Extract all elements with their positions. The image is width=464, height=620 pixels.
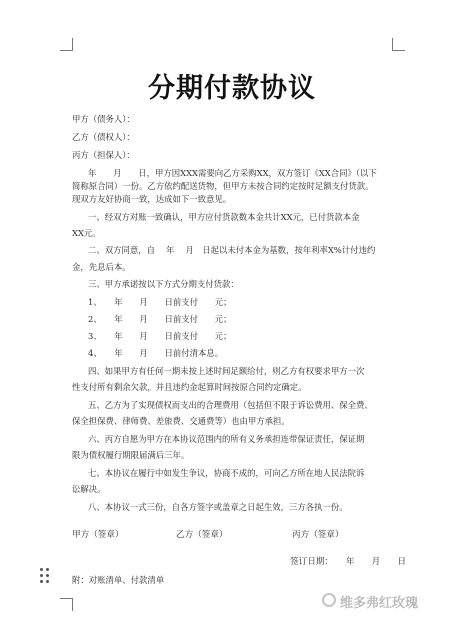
watermark-text: 维多弗红玫瑰: [340, 596, 419, 611]
signature-party-b: 乙方（签章）: [176, 530, 228, 540]
crop-mark-top-right: [392, 38, 405, 51]
clause-3: 三、甲方承诺按以下方式分期支付货款：: [88, 279, 239, 289]
signature-party-c: 丙方（签章）: [292, 530, 344, 540]
clause-7-line-1: 七、本协议在履行中如发生争议，协商不成的，可向乙方所在地人民法院诉: [88, 468, 365, 478]
party-c-line: 丙方（担保人）：: [72, 150, 135, 160]
clause-4-line-1: 四、如果甲方有任何一期未按上述时间足额给付，则乙方有权要求甲方一次: [88, 366, 365, 376]
crop-mark-top-left: [60, 38, 73, 51]
clause-8: 八、本协议一式三份，自各方签字或盖章之日起生效，三方各执一份。: [88, 502, 348, 512]
sign-date: 签订日期： 年 月 日: [290, 557, 407, 567]
clause-1-line-1: 一、经双方对账一致确认，甲方应付货款数本金共计XX元，已付货款本金: [88, 212, 360, 222]
clause-7-line-2: 讼解决。: [72, 484, 106, 494]
party-a-line: 甲方（债务人）：: [72, 114, 135, 124]
attachment-note: 附：对账清单、付款清单: [72, 575, 165, 585]
drag-handle-icon[interactable]: [40, 568, 50, 584]
signature-party-a: 甲方（签章）: [72, 530, 124, 540]
installment-3: 3、 年 月 日前支付 元；: [88, 331, 232, 341]
installment-4: 4、 年 月 日前付清本息。: [88, 348, 224, 358]
document-title: 分期付款协议: [148, 73, 316, 104]
intro-line-2: 简称原合同）一份。乙方依约配送货物，但甲方未按合同约定按时足额支付货款。: [72, 181, 374, 191]
intro-line-1: 年 月 日，甲方因XXX需要向乙方采购XX，双方签订《XX合同》（以下: [88, 168, 377, 178]
clause-6-line-1: 六、丙方自愿为甲方在本协议范围内的所有义务承担连带保证责任，保证期: [88, 434, 365, 444]
clause-6-line-2: 限为债权履行期限届满后三年。: [72, 450, 190, 460]
watermark-logo-icon: [322, 593, 336, 607]
clause-4-line-2: 性支付所有剩余欠款，并且违约金起算时间按原合同约定确定。: [72, 382, 307, 392]
intro-line-3: 现双方友好协商一致，达成如下一致意见。: [72, 194, 232, 204]
crop-mark-bottom-left: [60, 598, 73, 611]
clause-2-line-1: 二、双方同意，自 年 月 日起以未付本金为基数，按年利率X%计付违约: [88, 245, 376, 255]
installment-1: 1、 年 月 日前支付 元；: [88, 297, 232, 307]
clause-2-line-2: 金，先息后本。: [72, 262, 131, 272]
clause-5-line-2: 保全担保费、律师费、差旅费、交通费等）也由甲方承担。: [72, 416, 290, 426]
installment-2: 2、 年 月 日前支付 元；: [88, 314, 232, 324]
clause-5-line-1: 五、乙方为了实现债权而支出的合理费用（包括但不限于诉讼费用、保全费、: [88, 400, 373, 410]
party-b-line: 乙方（债权人）：: [72, 132, 135, 142]
clause-1-line-2: XX元。: [72, 228, 101, 238]
